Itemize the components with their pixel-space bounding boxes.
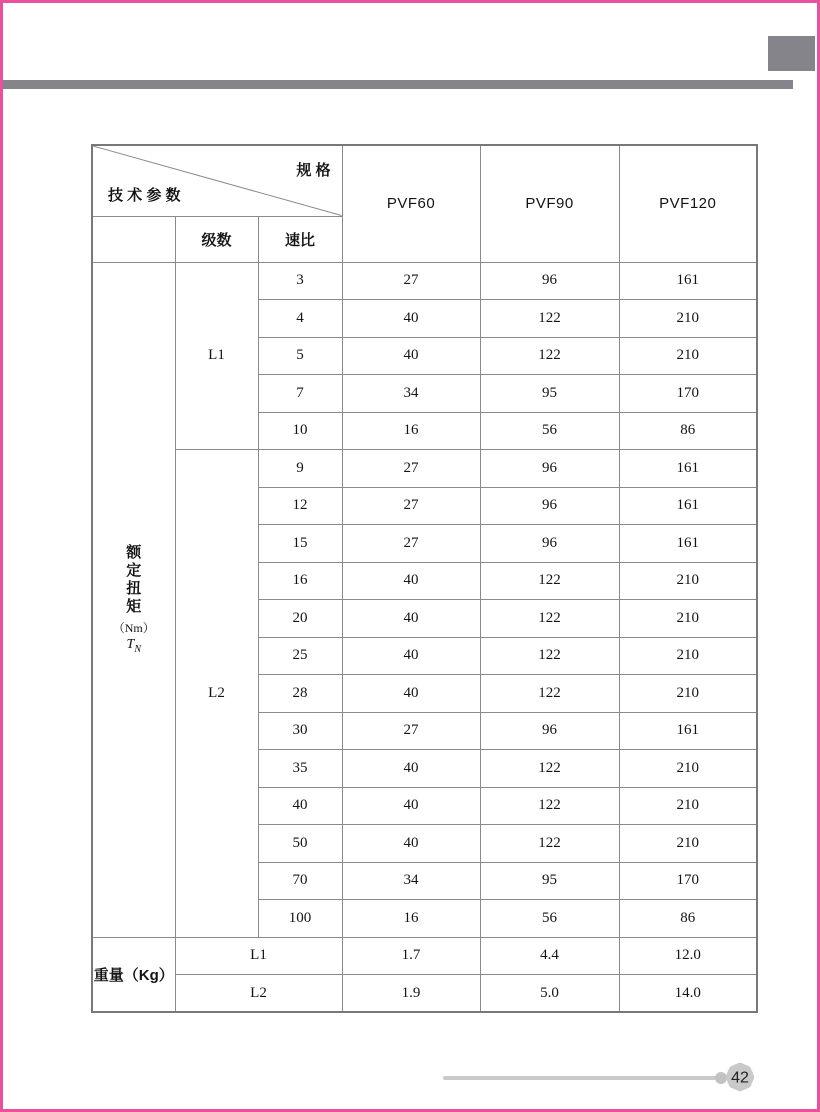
pvf90-cell: 122 [480, 637, 619, 675]
pvf120-cell: 170 [619, 375, 757, 413]
pvf120-cell: 161 [619, 262, 757, 300]
table-row [92, 262, 757, 300]
pvf60-cell: 40 [342, 600, 480, 638]
ratio-cell: 30 [258, 712, 342, 750]
pvf60-cell: 40 [342, 337, 480, 375]
pvf90-cell: 122 [480, 337, 619, 375]
spec-table [91, 144, 758, 1013]
torque-char: 额 [126, 544, 142, 562]
pvf60-cell: 40 [342, 750, 480, 788]
pvf90-cell: 122 [480, 562, 619, 600]
pvf120-cell: 210 [619, 675, 757, 713]
pvf90-cell: 56 [480, 900, 619, 938]
group-label-l1: L1 [175, 262, 258, 450]
torque-char: 矩 [126, 598, 142, 616]
ratio-cell: 20 [258, 600, 342, 638]
torque-symbol: $T_N$ [126, 637, 141, 655]
torque-row-label [92, 262, 175, 937]
empty-header-cell [92, 216, 175, 262]
torque-unit: （Nm） [112, 621, 155, 636]
column-header-pvf60: PVF60 [342, 145, 480, 262]
pvf90-cell: 96 [480, 487, 619, 525]
pvf90-cell: 96 [480, 450, 619, 488]
ratio-cell: 15 [258, 525, 342, 563]
pvf60-cell: 16 [342, 412, 480, 450]
pvf120-cell: 210 [619, 825, 757, 863]
pvf60-cell: 40 [342, 300, 480, 338]
ratio-cell: 5 [258, 337, 342, 375]
weight-label: 重量（Kg） [92, 937, 175, 1012]
pvf90-cell: 95 [480, 375, 619, 413]
pvf60-cell: 27 [342, 450, 480, 488]
ratio-cell: 35 [258, 750, 342, 788]
weight-pvf60-l2: 1.9 [342, 975, 480, 1013]
pvf60-cell: 16 [342, 900, 480, 938]
weight-pvf90-l2: 5.0 [480, 975, 619, 1013]
header-accent-square [768, 36, 815, 71]
pvf90-cell: 96 [480, 525, 619, 563]
pvf60-cell: 40 [342, 825, 480, 863]
weight-group-label-l2: L2 [175, 975, 342, 1013]
pvf90-cell: 122 [480, 675, 619, 713]
pvf90-cell: 96 [480, 262, 619, 300]
pvf120-cell: 210 [619, 300, 757, 338]
table-row [92, 450, 757, 488]
weight-row [92, 975, 757, 1013]
pvf60-cell: 34 [342, 862, 480, 900]
pvf90-cell: 122 [480, 600, 619, 638]
column-header-pvf120: PVF120 [619, 145, 757, 262]
stages-header: 级数 [175, 216, 258, 262]
pvf120-cell: 210 [619, 637, 757, 675]
torque-char: 扭 [126, 580, 142, 598]
pvf90-cell: 95 [480, 862, 619, 900]
ratio-cell: 7 [258, 375, 342, 413]
torque-char: 定 [126, 562, 142, 580]
weight-pvf120-l1: 12.0 [619, 937, 757, 975]
pvf120-cell: 161 [619, 487, 757, 525]
pvf120-cell: 210 [619, 337, 757, 375]
pvf60-cell: 34 [342, 375, 480, 413]
column-header-pvf90: PVF90 [480, 145, 619, 262]
tech-params-label: 技 术 参 数 [108, 186, 181, 204]
pvf90-cell: 122 [480, 750, 619, 788]
pvf90-cell: 122 [480, 300, 619, 338]
ratio-cell: 28 [258, 675, 342, 713]
ratio-header: 速比 [258, 216, 342, 262]
pvf90-cell: 56 [480, 412, 619, 450]
header-rule-bar [3, 80, 793, 89]
footer-rule [443, 1076, 719, 1080]
ratio-cell: 10 [258, 412, 342, 450]
ratio-cell: 100 [258, 900, 342, 938]
weight-row [92, 937, 757, 975]
pvf60-cell: 40 [342, 787, 480, 825]
pvf60-cell: 27 [342, 525, 480, 563]
ratio-cell: 4 [258, 300, 342, 338]
diagonal-line [93, 146, 342, 216]
ratio-cell: 16 [258, 562, 342, 600]
pvf120-cell: 170 [619, 862, 757, 900]
pvf60-cell: 40 [342, 675, 480, 713]
weight-group-label-l1: L1 [175, 937, 342, 975]
weight-pvf120-l2: 14.0 [619, 975, 757, 1013]
ratio-cell: 70 [258, 862, 342, 900]
pvf120-cell: 86 [619, 900, 757, 938]
pvf120-cell: 86 [619, 412, 757, 450]
pvf120-cell: 161 [619, 525, 757, 563]
pvf60-cell: 40 [342, 562, 480, 600]
ratio-cell: 25 [258, 637, 342, 675]
pvf120-cell: 210 [619, 600, 757, 638]
group-label-l2: L2 [175, 450, 258, 938]
ratio-cell: 50 [258, 825, 342, 863]
pvf60-cell: 27 [342, 712, 480, 750]
ratio-cell: 40 [258, 787, 342, 825]
pvf120-cell: 210 [619, 787, 757, 825]
table-header-row [92, 145, 757, 216]
pvf120-cell: 210 [619, 562, 757, 600]
spec-header-label: 规 格 [296, 162, 331, 179]
pvf90-cell: 122 [480, 787, 619, 825]
pvf60-cell: 27 [342, 262, 480, 300]
diagonal-header-cell [92, 145, 342, 216]
weight-pvf90-l1: 4.4 [480, 937, 619, 975]
ratio-cell: 9 [258, 450, 342, 488]
ratio-cell: 3 [258, 262, 342, 300]
page-number: 42 [731, 1069, 749, 1087]
pvf60-cell: 40 [342, 637, 480, 675]
pvf60-cell: 27 [342, 487, 480, 525]
gear-icon [718, 1055, 762, 1099]
weight-pvf60-l1: 1.7 [342, 937, 480, 975]
pvf120-cell: 210 [619, 750, 757, 788]
pvf120-cell: 161 [619, 450, 757, 488]
pvf90-cell: 122 [480, 825, 619, 863]
ratio-cell: 12 [258, 487, 342, 525]
pvf120-cell: 161 [619, 712, 757, 750]
pvf90-cell: 96 [480, 712, 619, 750]
